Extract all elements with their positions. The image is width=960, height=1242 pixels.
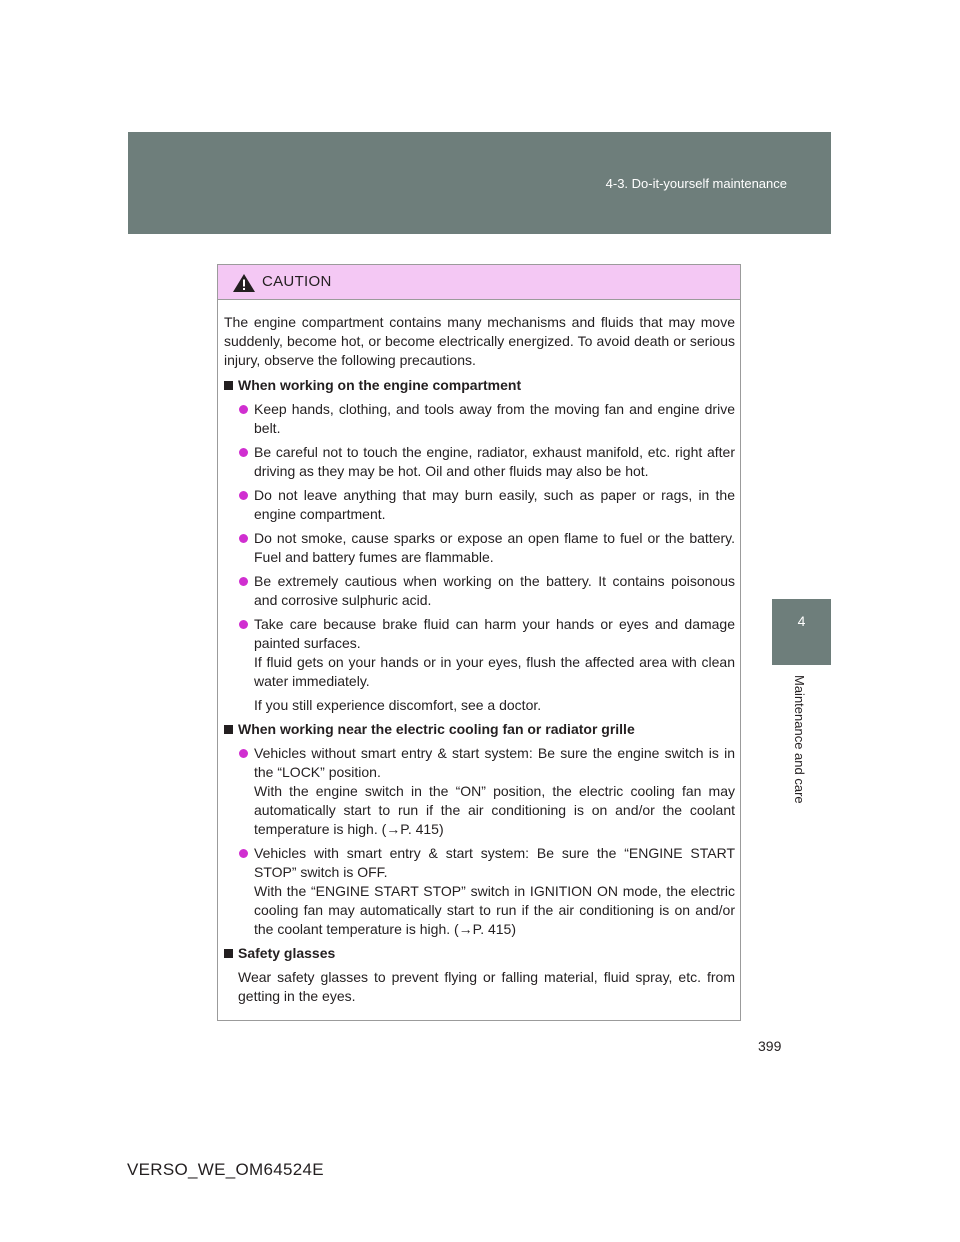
chapter-tab (772, 599, 831, 665)
warning-triangle-icon (232, 273, 256, 293)
document-code: VERSO_WE_OM64524E (127, 1160, 324, 1179)
round-bullet-icon (239, 749, 248, 758)
round-bullet-icon (239, 620, 248, 629)
list-item: Do not leave anything that may burn easily, such as paper or rags, in the engine compartment. (224, 486, 735, 524)
list-item: Vehicles without smart entry & start system: Be sure the engine switch is in the “LOCK” position. With the engine switch in the “ON” position, the electric cooling fan may automatically start to run if the air conditioning is on and/or the coolant temperature is high. (→P. 415) (224, 744, 735, 839)
page-number: 399 (758, 1038, 782, 1054)
section-text: Wear safety glasses to prevent flying or falling material, fluid spray, etc. from getting in the eyes. (238, 969, 735, 1004)
list-item-note: If you still experience discomfort, see a doctor. (254, 697, 542, 713)
list-item: Keep hands, clothing, and tools away from the moving fan and engine drive belt. (224, 400, 735, 438)
section-heading: When working on the engine compartment (224, 376, 735, 395)
list-item: Do not smoke, cause sparks or expose an open flame to fuel or the battery. Fuel and battery fumes are flammable. (224, 529, 735, 567)
list-item: Take care because brake fluid can harm your hands or eyes and damage painted surfaces. If fluid gets on your hands or in your eyes, flush the affected area with clean water immediately. (224, 615, 735, 691)
square-bullet-icon (224, 725, 233, 734)
round-bullet-icon (239, 534, 248, 543)
round-bullet-icon (239, 849, 248, 858)
caution-header (218, 265, 740, 300)
header-bar (128, 132, 831, 234)
section-title: 4-3. Do-it-yourself maintenance (605, 176, 787, 191)
square-bullet-icon (224, 949, 233, 958)
round-bullet-icon (239, 491, 248, 500)
square-bullet-icon (224, 381, 233, 390)
list-item: Be careful not to touch the engine, radiator, exhaust manifold, etc. right after driving as they may be hot. Oil and other fluids may also be hot. (224, 443, 735, 481)
chapter-label: Maintenance and care (792, 675, 807, 804)
list-item: Vehicles with smart entry & start system: Be sure the “ENGINE START STOP” switch is OFF. With the “ENGINE START STOP” switch in IGNITION ON mode, the electric cooling fan may automatically start to run if the air conditioning is on and/or the coolant temperature is high. (→P. 415) (224, 844, 735, 939)
round-bullet-icon (239, 577, 248, 586)
chapter-number: 4 (797, 613, 806, 629)
caution-content (218, 300, 740, 1006)
section-heading: Safety glasses (224, 944, 735, 963)
chapter-label-container (792, 675, 808, 804)
section-heading: When working near the electric cooling fan or radiator grille (224, 720, 735, 739)
round-bullet-icon (239, 448, 248, 457)
caution-intro: The engine compartment contains many mechanisms and fluids that may move suddenly, become hot, or become electrically energized. To avoid death or serious injury, observe the following precautions. (224, 314, 735, 368)
round-bullet-icon (239, 405, 248, 414)
caution-title: CAUTION (262, 273, 332, 290)
caution-box (217, 264, 741, 1021)
list-item: Be extremely cautious when working on the battery. It contains poisonous and corrosive sulphuric acid. (224, 572, 735, 610)
